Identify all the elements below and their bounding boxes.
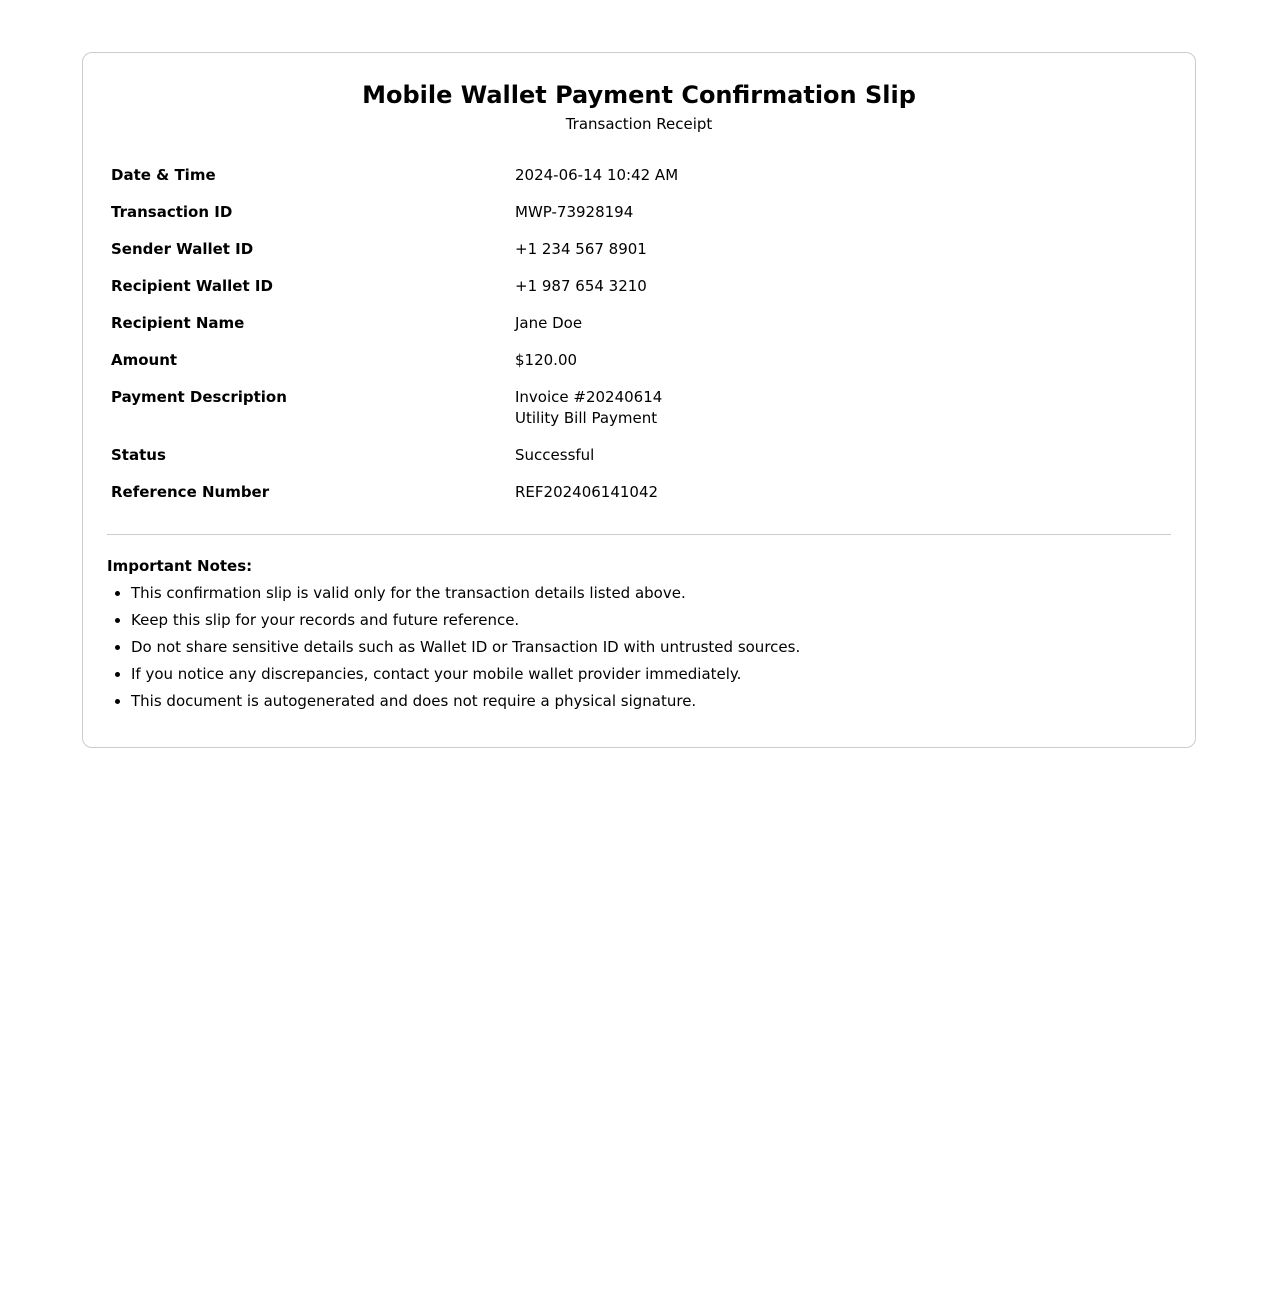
note-item: • Do not share sensitive details such as Wallet ID or Transaction ID with untrusted sources. bbox=[131, 637, 1171, 658]
detail-row-date-time bbox=[107, 165, 1171, 202]
transaction-details-table bbox=[107, 165, 1171, 503]
detail-label: Transaction ID bbox=[111, 203, 233, 221]
section-divider bbox=[107, 534, 1171, 535]
detail-row-recipient-name bbox=[107, 313, 1171, 350]
detail-row-amount bbox=[107, 350, 1171, 387]
detail-value-line: +1 234 567 8901 bbox=[515, 240, 647, 258]
detail-row-reference-number bbox=[107, 482, 1171, 503]
detail-row-status bbox=[107, 445, 1171, 482]
detail-row-sender-wallet-id bbox=[107, 239, 1171, 276]
detail-label: Recipient Name bbox=[111, 314, 245, 332]
detail-value-line: REF202406141042 bbox=[515, 483, 659, 501]
detail-value bbox=[511, 313, 1171, 350]
detail-value bbox=[511, 350, 1171, 387]
detail-value-line: Invoice #20240614 bbox=[515, 388, 663, 406]
detail-row-transaction-id bbox=[107, 202, 1171, 239]
detail-label: Reference Number bbox=[111, 483, 270, 501]
detail-value bbox=[511, 445, 1171, 482]
detail-label: Payment Description bbox=[111, 388, 287, 406]
detail-value-line: $120.00 bbox=[515, 351, 578, 369]
notes-list bbox=[107, 583, 1171, 712]
slip-subtitle: Transaction Receipt bbox=[565, 115, 713, 133]
detail-value-line: 2024-06-14 10:42 AM bbox=[515, 166, 679, 184]
note-item: • If you notice any discrepancies, contact your mobile wallet provider immediately. bbox=[131, 664, 1171, 685]
detail-label: Sender Wallet ID bbox=[111, 240, 254, 258]
detail-value-line: Successful bbox=[515, 446, 595, 464]
detail-label: Recipient Wallet ID bbox=[111, 277, 273, 295]
detail-value-line: Utility Bill Payment bbox=[515, 409, 658, 427]
detail-row-payment-description bbox=[107, 387, 1171, 445]
detail-value bbox=[511, 239, 1171, 276]
note-item: • This document is autogenerated and does not require a physical signature. bbox=[131, 691, 1171, 712]
note-item: • Keep this slip for your records and future reference. bbox=[131, 610, 1171, 631]
detail-label: Status bbox=[111, 446, 166, 464]
detail-value bbox=[511, 482, 1171, 503]
detail-value-line: MWP-73928194 bbox=[515, 203, 634, 221]
notes-heading: Important Notes: bbox=[107, 557, 253, 575]
detail-value bbox=[511, 387, 1171, 445]
detail-row-recipient-wallet-id bbox=[107, 276, 1171, 313]
detail-label: Date & Time bbox=[111, 166, 216, 184]
detail-value-line: Jane Doe bbox=[515, 314, 583, 332]
note-item: • This confirmation slip is valid only for the transaction details listed above. bbox=[131, 583, 1171, 604]
detail-label: Amount bbox=[111, 351, 178, 369]
slip-title: Mobile Wallet Payment Confirmation Slip bbox=[362, 81, 916, 109]
detail-value bbox=[511, 165, 1171, 202]
detail-value-line: +1 987 654 3210 bbox=[515, 277, 647, 295]
detail-value bbox=[511, 276, 1171, 313]
confirmation-slip-card bbox=[82, 52, 1196, 748]
detail-value bbox=[511, 202, 1171, 239]
